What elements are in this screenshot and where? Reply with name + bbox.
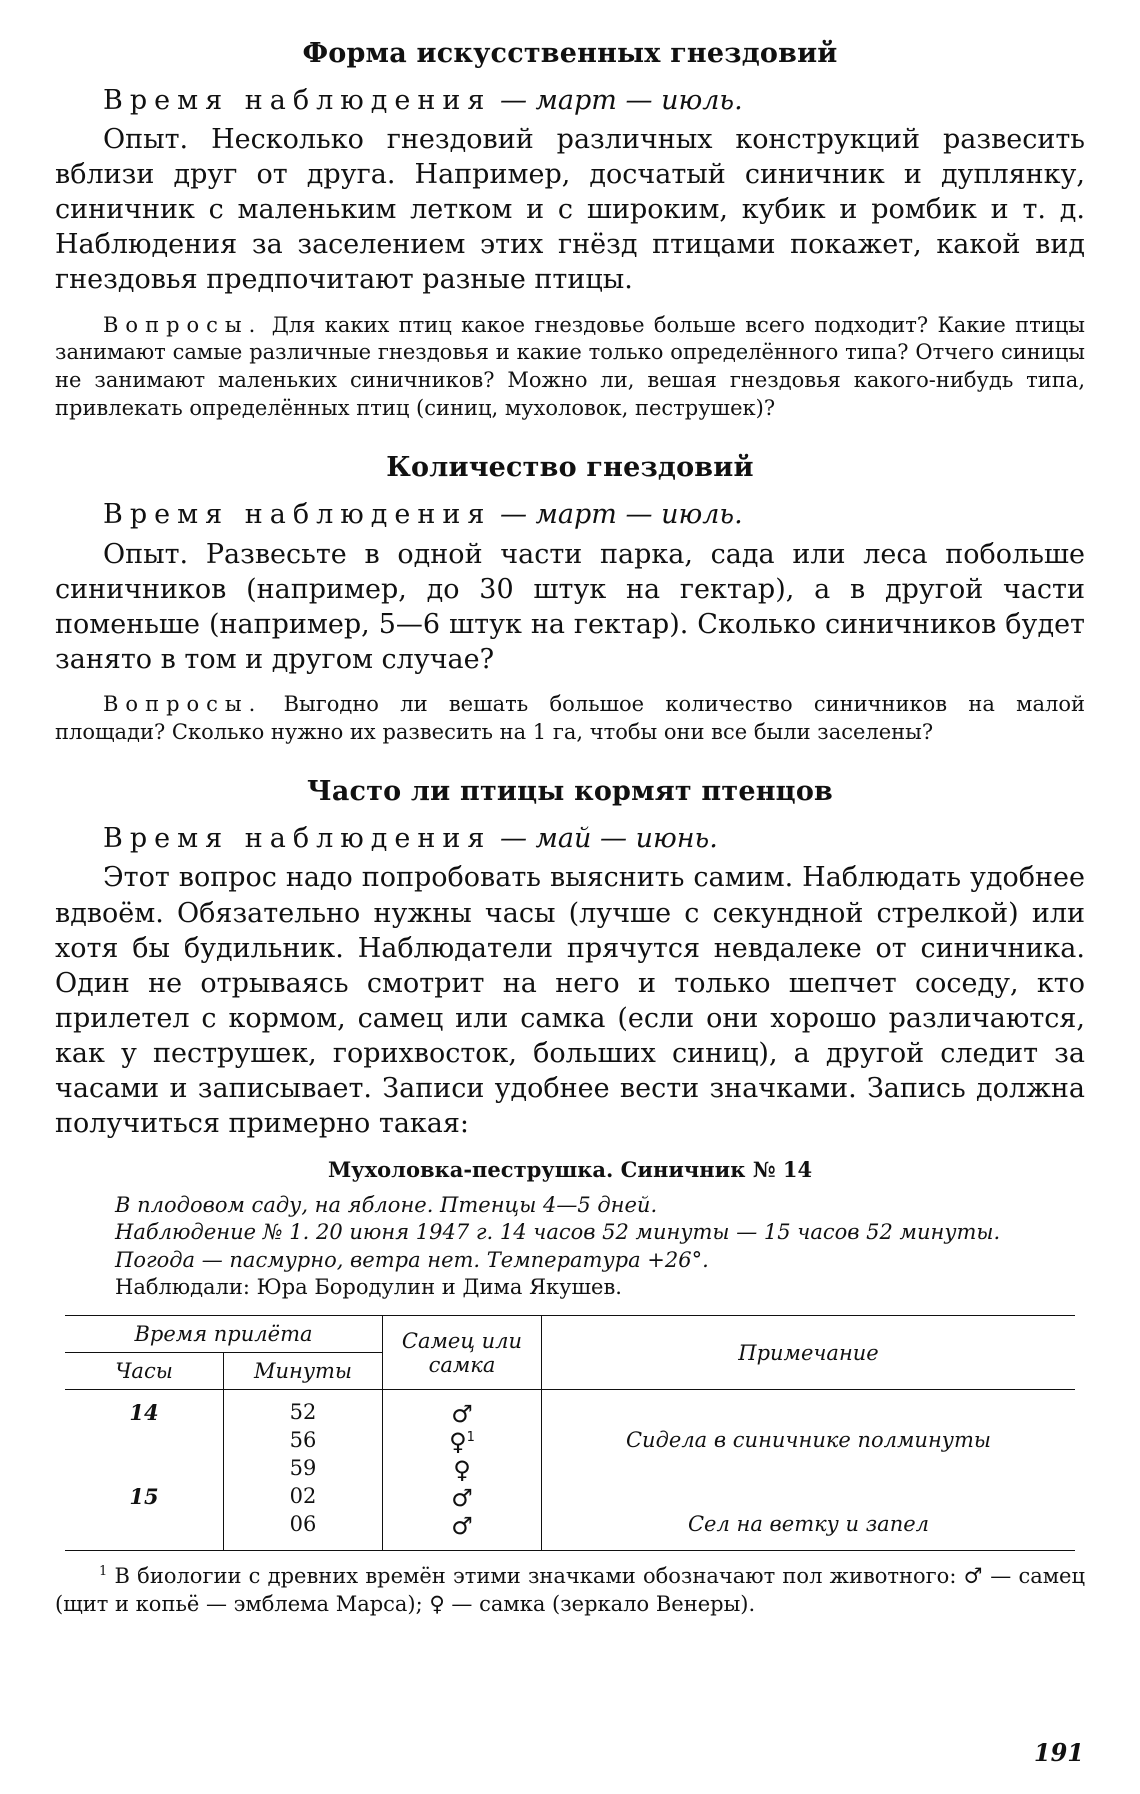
male-symbol-icon: ♂ xyxy=(451,1512,473,1541)
cell-hour: 15 xyxy=(129,1484,159,1510)
cell-note: Сел на ветку и запел xyxy=(542,1512,1076,1551)
female-symbol-icon: ♀ xyxy=(449,1428,467,1457)
table-row xyxy=(65,1512,1075,1551)
cell-hour xyxy=(65,1512,224,1551)
cell-minute: 06 xyxy=(224,1512,383,1551)
cell-note xyxy=(542,1456,1076,1484)
section-body: Этот вопрос надо попробовать выяснить самим. Наблюдать удобнее вдвоём. Обязательно нужны часы (лучше с секундной стрелкой) или хотя бы будильник. Наблюдатели прячутся невдалеке от синичника. Один не отрываясь смотрит на него и только шепчет соседу, кто прилетел с кормом, самец или самка (если они хорошо различаются, как у пеструшек, горихвосток, больших синиц), а другой следит за часами и записывает. Записи удобнее вести значками. Запись должна получиться примерно такая: xyxy=(55,862,1085,1140)
section-title: Форма искусственных гнездовий xyxy=(302,38,838,69)
cell-note xyxy=(542,1390,1076,1429)
observation-time xyxy=(55,83,1085,118)
cell-hour xyxy=(65,1428,224,1456)
female-symbol-icon: ♀ xyxy=(453,1456,471,1485)
cell-hour xyxy=(65,1456,224,1484)
footnote-ref: 1 xyxy=(466,1430,475,1446)
questions-text: Выгодно ли вешать большое количество синичников на малой площади? Сколько нужно их развесить на 1 га, чтобы они все были заселены? xyxy=(55,691,1085,744)
page-content xyxy=(55,38,1085,1619)
section-title: Количество гнездовий xyxy=(386,452,754,484)
time-label: Время наблюдения xyxy=(103,499,492,531)
cell-sex xyxy=(383,1428,542,1456)
cell-sex xyxy=(383,1512,542,1551)
header-note: Примечание xyxy=(542,1316,1076,1390)
header-arrival-time: Время прилёта xyxy=(65,1316,383,1353)
time-label: Время наблюдения xyxy=(103,85,492,116)
table-row xyxy=(65,1428,1075,1456)
observation-time xyxy=(55,497,1085,532)
cell-minute: 52 xyxy=(224,1390,383,1429)
questions xyxy=(55,691,1085,746)
footnote xyxy=(55,1563,1085,1618)
record-title: Мухоловка-пеструшка. Синичник № 14 xyxy=(327,1157,813,1183)
male-symbol-icon: ♂ xyxy=(451,1484,473,1513)
cell-minute: 02 xyxy=(224,1484,383,1512)
record-line: Погода — пасмурно, ветра нет. Температура +26°. xyxy=(115,1247,709,1272)
cell-sex xyxy=(383,1456,542,1484)
cell-note: Сидела в синичнике полминуты xyxy=(542,1428,1076,1456)
footnote-mark: 1 xyxy=(99,1564,108,1580)
time-label: Время наблюдения xyxy=(103,823,492,855)
questions-label: Вопросы. xyxy=(103,312,263,337)
observation-table xyxy=(65,1315,1075,1551)
cell-hour: 14 xyxy=(129,1400,159,1426)
table-row xyxy=(65,1484,1075,1512)
cell-sex xyxy=(383,1484,542,1512)
time-value: — март — июль. xyxy=(499,499,743,531)
record-line: Наблюдение № 1. 20 июня 1947 г. 14 часов 52 минуты — 15 часов 52 минуты. xyxy=(115,1220,1001,1245)
record-line: Наблюдали: Юра Бородулин и Дима Якушев. xyxy=(115,1275,622,1300)
questions xyxy=(55,312,1085,423)
questions-text: Для каких птиц какое гнездовье больше всего подходит? Какие птицы занимают самые различные гнездовья и какие только определённого типа? Отчего синицы не занимают маленьких синичников? Можно ли, вешая гнездовья какого-нибудь типа, привлекать определённых птиц (синиц, мухоловок, пеструшек)? xyxy=(55,312,1085,420)
table-row xyxy=(65,1456,1075,1484)
header-minutes: Минуты xyxy=(224,1353,383,1390)
time-value: — май — июнь. xyxy=(499,823,718,855)
header-sex: Самец или самка xyxy=(383,1316,542,1390)
page-number: 191 xyxy=(1033,1738,1084,1767)
cell-sex xyxy=(383,1390,542,1429)
section-body: Опыт. Несколько гнездовий различных конструкций развесить вблизи друг от друга. Например, досчатый синичник и дуплянку, синичник с маленьким летком и с широким, кубик и ромбик и т. д. Наблюдения за заселением этих гнёзд птицами покажет, какой вид гнездовья предпочитают разные птицы. xyxy=(55,124,1085,296)
male-symbol-icon: ♂ xyxy=(451,1400,473,1429)
header-hours: Часы xyxy=(65,1353,224,1390)
time-value: — март — июль. xyxy=(499,85,743,116)
cell-minute: 59 xyxy=(224,1456,383,1484)
table-row xyxy=(65,1390,1075,1429)
section-title: Часто ли птицы кормят птенцов xyxy=(307,776,833,808)
questions-label: Вопросы. xyxy=(103,691,263,716)
footnote-text: В биологии с древних времён этими значками обозначают пол животного: ♂ — самец (щит и копьё — эмблема Марса); ♀ — самка (зеркало Венеры). xyxy=(55,1564,1085,1617)
record-meta xyxy=(115,1192,1085,1301)
observation-time xyxy=(55,821,1085,856)
section-body: Опыт. Развесьте в одной части парка, сада или леса побольше синичников (например, до 30 штук на гектар), а в другой части поменьше (например, 5—6 штук на гектар). Сколько синичников будет занято в том и другом случае? xyxy=(55,538,1085,675)
record-line: В плодовом саду, на яблоне. Птенцы 4—5 дней. xyxy=(115,1193,658,1218)
cell-note xyxy=(542,1484,1076,1512)
cell-minute: 56 xyxy=(224,1428,383,1456)
